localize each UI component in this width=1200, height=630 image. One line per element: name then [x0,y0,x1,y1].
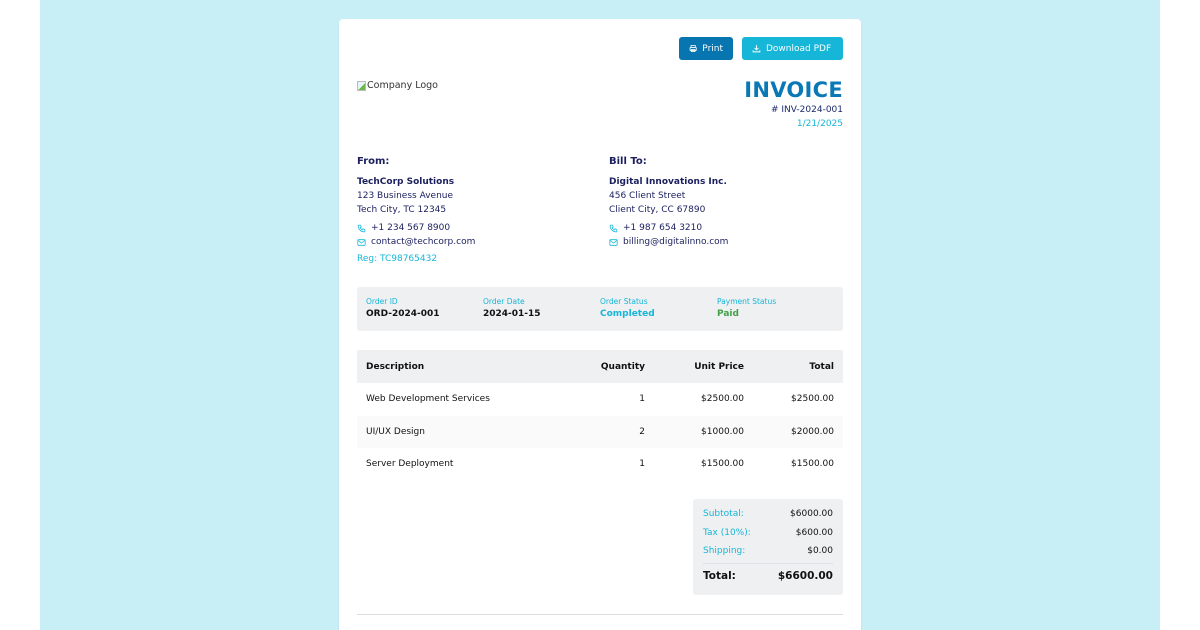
table-row [357,416,843,449]
invoice-title: INVOICE [744,78,843,102]
column-header-unit-price: Unit Price [654,350,753,383]
invoice-date: 1/21/2025 [796,119,843,129]
company-logo-alt: Company Logo [367,80,438,91]
printer-icon [689,44,697,53]
order-date-value: 2024-01-15 [483,309,541,319]
phone-icon [357,224,366,233]
item-unit-price: $1500.00 [701,459,744,470]
phone-icon [609,224,618,233]
from-email-text: contact@techcorp.com [371,237,476,247]
item-description: UI/UX Design [357,416,557,449]
item-quantity: 2 [557,416,654,449]
company-logo [357,80,438,91]
tax-row [703,524,833,543]
table-row [357,383,843,416]
invoice-header [744,78,843,129]
table-row [357,448,843,481]
item-description: Server Deployment [366,459,454,470]
from-phone-text: +1 234 567 8900 [371,223,451,233]
payment-status-label: Payment Status [717,297,777,306]
item-total: $1500.00 [791,459,834,470]
grand-total-row [703,564,833,588]
order-date [483,297,600,331]
item-total: $2500.00 [791,394,834,405]
subtotal-label: Subtotal: [703,509,744,520]
from-section [357,156,591,264]
shipping-value: $0.00 [807,546,833,557]
print-label: Print [702,43,723,54]
invoice-number: # INV-2024-001 [771,105,843,115]
print-button[interactable] [679,37,733,60]
download-pdf-button[interactable] [742,37,843,60]
invoice-toolbar [679,37,843,60]
column-header-description: Description [357,350,557,383]
column-header-quantity: Quantity [557,350,654,383]
subtotal-value: $6000.00 [790,509,833,520]
footer-divider [357,614,843,615]
tax-value: $600.00 [795,527,833,538]
from-address-line1: 123 Business Avenue [357,191,454,201]
item-description: Web Development Services [366,394,490,405]
order-id-value: ORD-2024-001 [366,309,440,319]
bill-to-section [609,156,843,249]
from-address-line2: Tech City, TC 12345 [357,205,447,215]
bill-to-phone [609,221,843,235]
item-unit-price: $1000.00 [654,416,753,449]
invoice-card [339,19,861,630]
bill-to-heading: Bill To: [609,156,647,167]
payment-status-badge: Paid [717,309,739,319]
bill-to-phone-text: +1 987 654 3210 [623,223,703,233]
subtotal-row [703,505,833,524]
tax-label: Tax (10%): [703,527,751,538]
shipping-label: Shipping: [703,546,746,557]
download-icon [752,44,761,53]
from-registration: Reg: TC98765432 [357,254,438,264]
item-total: $2000.00 [753,416,843,449]
from-heading: From: [357,156,390,167]
order-summary [357,287,843,331]
grand-total-label: Total: [703,569,736,582]
item-unit-price: $2500.00 [701,394,744,405]
from-email [357,235,591,249]
order-id-label: Order ID [366,297,398,306]
bill-to-email-text: billing@digitalinno.com [623,237,729,247]
item-quantity: 1 [639,394,645,405]
from-phone [357,221,591,235]
column-header-total: Total [753,350,843,383]
order-status-label: Order Status [600,297,648,306]
grand-total-value: $6600.00 [777,569,833,582]
bill-to-email [609,235,843,249]
mail-icon [357,238,366,247]
bill-to-address-line2: Client City, CC 67890 [609,205,706,215]
from-company: TechCorp Solutions [357,177,455,187]
mail-icon [609,238,618,247]
payment-status [717,297,834,331]
order-status [600,297,717,331]
order-date-label: Order Date [483,297,525,306]
line-items-table [357,350,843,481]
item-quantity: 1 [639,459,645,470]
totals-box [693,499,843,595]
order-status-badge: Completed [600,309,655,319]
bill-to-address-line1: 456 Client Street [609,191,686,201]
download-pdf-label: Download PDF [766,43,832,54]
shipping-row [703,542,833,561]
bill-to-company: Digital Innovations Inc. [609,177,727,187]
order-id [366,297,483,331]
broken-image-icon [357,81,366,91]
table-header-row [357,350,843,383]
